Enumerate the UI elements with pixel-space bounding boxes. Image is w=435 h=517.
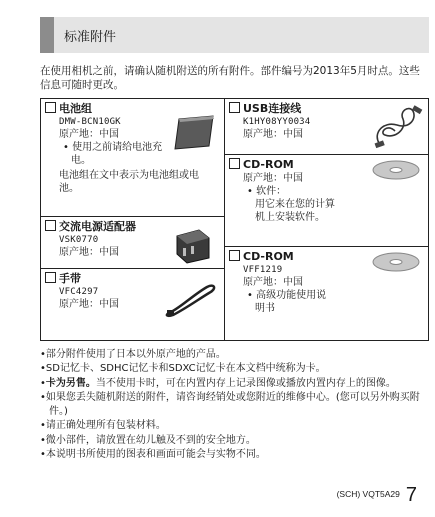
item-bullet: • 使用之前请给电池充电。 <box>63 142 163 166</box>
row-divider <box>225 154 428 155</box>
page-title: 标准附件 <box>64 30 117 45</box>
header-tab <box>40 17 54 53</box>
item-bullet-text: 用它来在您的计算机上安装软件。 <box>255 199 335 223</box>
ac-adaptor-image <box>171 224 213 264</box>
checkbox[interactable] <box>229 102 240 113</box>
checkbox[interactable] <box>229 250 240 261</box>
page-number: 7 <box>405 484 417 506</box>
note-item: •如果您丢失随机附送的附件，请咨询经销处或您附近的维修中心。(您可以另外购买附件。) <box>40 391 420 418</box>
note-item: •本说明书所使用的图表和画面可能会与实物不同。 <box>40 449 266 461</box>
item-origin: 原产地：中国 <box>59 299 119 310</box>
item-code: K1HY08YY0034 <box>243 117 311 127</box>
item-origin: 原产地：中国 <box>243 173 303 184</box>
notes-list <box>40 348 429 462</box>
item-origin: 原产地：中国 <box>59 129 119 140</box>
item-origin: 原产地：中国 <box>243 129 303 140</box>
item-code: VSK0770 <box>59 235 99 245</box>
item-code: DMW-BCN10GK <box>59 117 121 127</box>
item-origin: 原产地：中国 <box>243 277 303 288</box>
battery-image <box>169 113 219 151</box>
item-name: CD-ROM <box>243 250 294 263</box>
note-item: •微小部件，请放置在幼儿触及不到的安全地方。 <box>40 434 256 446</box>
item-bullet: • 软件： <box>247 186 287 197</box>
note-item: •卡为另售。当不使用卡时，可在内置内存上记录图像或播放内置内存上的图像。 <box>40 377 396 389</box>
checkbox[interactable] <box>45 102 56 113</box>
checkbox[interactable] <box>229 158 240 169</box>
intro-text: 在使用相机之前，请确认随机附送的所有附件。部件编号为2013年5月时点。这些信息可随时更改。 <box>40 65 420 91</box>
note-item: •SD记忆卡、SDHC记忆卡和SDXC记忆卡在本文档中统称为卡。 <box>40 363 326 375</box>
item-code: VFF1219 <box>243 265 283 275</box>
item-name: USB连接线 <box>243 102 302 115</box>
row-divider <box>41 216 224 217</box>
accessory-table <box>40 98 429 341</box>
cd-rom-image <box>371 251 421 273</box>
note-item: •请正确处理所有包装材料。 <box>40 420 166 432</box>
note-item: •部分附件使用了日本以外原产地的产品。 <box>40 349 226 360</box>
cd-rom-image <box>371 159 421 181</box>
checkbox[interactable] <box>45 220 56 231</box>
item-name: CD-ROM <box>243 158 294 171</box>
page-footer <box>337 484 417 507</box>
item-name: 电池组 <box>59 102 92 115</box>
item-note: 电池组在文中表示为电池组或电池。 <box>59 170 199 194</box>
item-name: 交流电源适配器 <box>59 220 136 233</box>
item-code: VFC4297 <box>59 287 99 297</box>
item-bullet: • 高级功能使用说明书 <box>247 290 327 314</box>
section-header <box>40 17 429 53</box>
row-divider <box>41 268 224 269</box>
column-divider <box>224 99 225 340</box>
document-code: (SCH) VQT5A29 <box>336 489 400 499</box>
row-divider <box>225 246 428 247</box>
strap-image <box>163 279 219 319</box>
usb-cable-image <box>369 105 425 151</box>
item-name: 手带 <box>59 272 81 285</box>
item-origin: 原产地：中国 <box>59 247 119 258</box>
checkbox[interactable] <box>45 272 56 283</box>
